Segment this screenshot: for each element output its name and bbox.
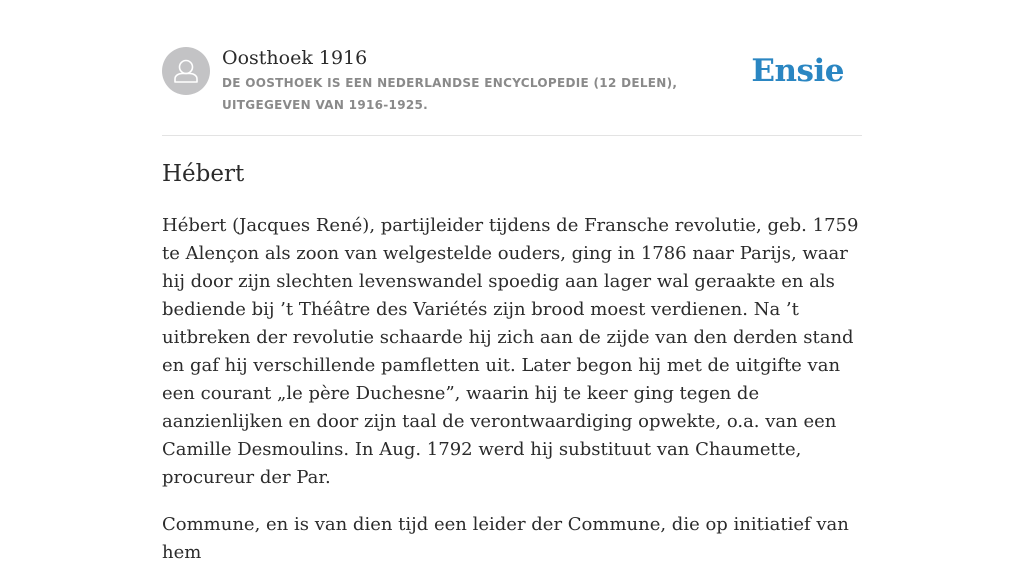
- article-paragraph: Hébert (Jacques René), partijleider tijdens de Fransche revolutie, geb. 1759 te Alençon als zoon van welgestelde ouders, ging in 1786 naar Parijs, waar hij door zijn slechten levenswandel spoedig aan lager wal geraakte en als bediende bij ’t Théâtre des Variétés zijn brood moest verdienen. Na ’t uitbreken der revolutie schaarde hij zich aan de zijde van den derden stand en gaf hij verschillende pamfletten uit. Later begon hij met de uitgifte van een courant „le père Duchesne”, waarin hij te keer ging tegen de aanzienlijken en door zijn taal de verontwaardiging opwekte, o.a. van een Camille Desmoulins. In Aug. 1792 werd hij substituut van Chaumette, procureur der Par.: [162, 215, 859, 488]
- brand-logo[interactable]: Ensie: [751, 53, 844, 89]
- header-divider: [162, 135, 862, 136]
- article-paragraph: Commune, en is van dien tijd een leider der Commune, die op initiatief van hem: [162, 514, 849, 563]
- source-header: [162, 46, 862, 116]
- article-title: Hébert: [162, 161, 245, 187]
- source-description: DE OOSTHOEK IS EEN NEDERLANDSE ENCYCLOPEDIE (12 DELEN), UITGEGEVEN VAN 1916-1925.: [222, 76, 678, 112]
- user-icon-graphic: [162, 47, 210, 95]
- article-body: [162, 212, 862, 586]
- user-icon[interactable]: [162, 47, 210, 95]
- source-name[interactable]: Oosthoek 1916: [222, 47, 368, 69]
